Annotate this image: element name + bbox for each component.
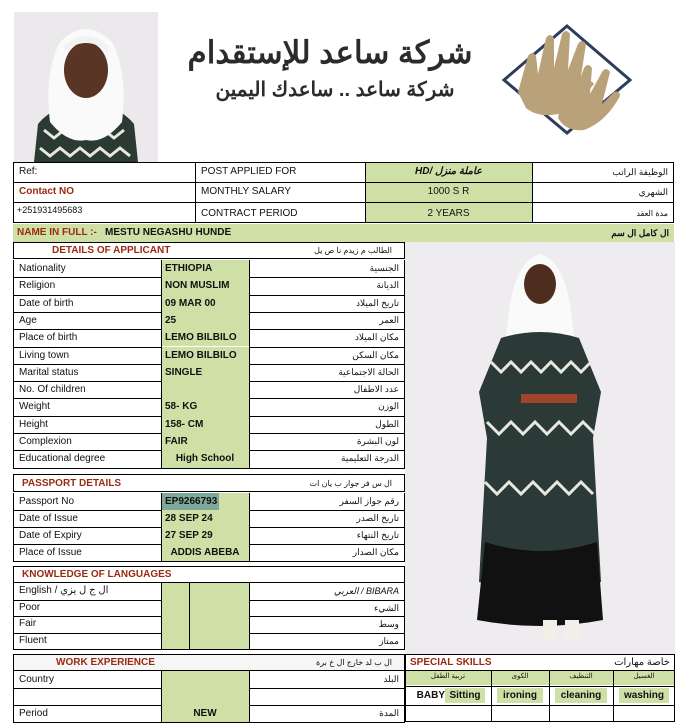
contract-period-value: 2 YEARS — [427, 208, 470, 219]
detail-value: SINGLE — [165, 366, 203, 378]
language-box-1 — [161, 583, 189, 600]
applicant-title-ar: الطالب م زيدم نا ص يل — [314, 246, 392, 255]
detail-label-en: Date of Expiry — [19, 530, 82, 541]
company-logo — [498, 22, 636, 137]
language-box-2 — [189, 600, 249, 617]
detail-value: ETHIOPIA — [165, 263, 213, 274]
name-label: NAME IN FULL :- — [17, 227, 97, 238]
skills-title-ar: خاصة مهارات — [614, 657, 670, 668]
language-label-ar: الشيء — [373, 602, 399, 613]
work-title-ar: ال ب لد خارج ال خ برة — [316, 658, 392, 667]
detail-label-ar: عدد الاطفال — [353, 384, 399, 395]
detail-value: 158- CM — [165, 418, 204, 430]
language-label-en: Poor — [19, 601, 41, 613]
applicant-title: DETAILS OF APPLICANT — [52, 245, 171, 256]
applicant-details-section — [13, 242, 405, 468]
detail-label-en: Height — [19, 418, 48, 430]
detail-label-en: Nationality — [19, 263, 66, 274]
detail-label-ar: الوزن — [378, 401, 399, 412]
language-label-en: English / ال ج ل يزي — [19, 585, 109, 596]
skill-cell — [549, 687, 613, 704]
detail-value: High School — [175, 453, 235, 465]
detail-label-en: Complexion — [19, 436, 72, 447]
languages-section — [13, 566, 405, 650]
detail-label-ar: مكان السكن — [352, 349, 399, 360]
detail-label-en: Date of Issue — [19, 513, 78, 524]
skill-cell — [491, 687, 549, 704]
language-box-2 — [189, 616, 249, 633]
passport-title: PASSPORT DETAILS — [22, 478, 122, 489]
skill-label-ar: الكوى — [511, 673, 529, 680]
work-value-bg — [161, 671, 249, 688]
detail-label-en: Living town — [19, 349, 70, 361]
detail-label-en: Weight — [19, 401, 50, 413]
name-label-ar: ال كامل ال سم — [611, 228, 669, 238]
detail-label-en: Date of birth — [19, 297, 74, 309]
language-label-ar: ممتاز — [379, 635, 399, 646]
detail-label-en: Educational degree — [19, 453, 106, 465]
work-value: NEW — [193, 708, 217, 719]
contract-period-label: CONTRACT PERIOD — [201, 208, 298, 219]
detail-value: NON MUSLIM — [165, 280, 230, 292]
post-applied-value: HD/ عاملة منزل — [415, 166, 482, 177]
detail-value: 25 — [165, 314, 177, 326]
detail-label-en: Marital status — [19, 366, 79, 378]
skills-title: SPECIAL SKILLS — [410, 657, 492, 668]
work-title: WORK EXPERIENCE — [56, 657, 155, 668]
contact-phone: +251931495683 — [17, 205, 83, 215]
detail-label-ar: الديانة — [376, 280, 399, 291]
top-info-table — [13, 162, 674, 224]
skill-label: ironing — [497, 688, 543, 703]
applicant-portrait-photo — [14, 12, 158, 162]
detail-label-ar: الحالة الاجتماعية — [338, 366, 399, 377]
work-label-en: Period — [19, 708, 48, 719]
detail-value: LEMO BILBILO — [165, 332, 237, 344]
work-experience-section — [13, 654, 405, 722]
work-value-bg — [161, 688, 249, 705]
skill-label-ar: الغسيل — [633, 673, 655, 680]
detail-label-en: Passport No — [19, 496, 75, 507]
company-tagline-ar: شركة ساعد .. ساعدك اليمين — [215, 79, 455, 101]
passport-title-ar: ال س فر جواز ب يان ات — [309, 479, 392, 488]
skill-prefix: BABY — [416, 690, 445, 701]
work-label-ar: المدة — [379, 708, 399, 718]
detail-label-en: No. Of children — [19, 384, 86, 396]
skill-label-ar: التنظيف — [569, 673, 593, 680]
language-box-2 — [189, 633, 249, 650]
detail-label-en: Religion — [19, 280, 56, 292]
skill-cell — [613, 687, 675, 704]
detail-label-ar: تاريخ الميلاد — [356, 297, 399, 308]
detail-label-ar: العمر — [379, 314, 399, 325]
detail-label-ar: الدرجة التعليمية — [341, 453, 399, 464]
skill-cell — [405, 687, 491, 704]
monthly-salary-label-ar: الشهري — [638, 187, 668, 197]
detail-value: 28 SEP 24 — [165, 513, 213, 524]
skill-label: Sitting — [445, 688, 485, 703]
detail-label-en: Place of Issue — [19, 547, 82, 558]
detail-value: FAIR — [165, 436, 188, 447]
detail-label-ar: تاريخ النتهاء — [356, 530, 399, 540]
post-applied-label: POST APPLIED FOR — [201, 166, 297, 177]
detail-value: 09 MAR 00 — [165, 297, 216, 309]
detail-label-ar: تاريخ الصدر — [356, 513, 399, 523]
special-skills-section — [405, 654, 675, 722]
detail-label-en: Age — [19, 314, 37, 326]
detail-value: EP9266793 — [161, 493, 219, 510]
detail-value: ADDIS ABEBA — [170, 547, 240, 558]
skill-label: cleaning — [555, 688, 607, 703]
language-label-ar: BIBARA / العربي — [333, 586, 399, 596]
contract-period-label-ar: مدة العقد — [636, 209, 668, 218]
detail-label-ar: الطول — [375, 418, 399, 429]
detail-value: 58- KG — [165, 401, 198, 413]
monthly-salary-label: MONTHLY SALARY — [201, 186, 292, 197]
work-label-en: Country — [19, 674, 55, 685]
language-box-1 — [161, 616, 189, 633]
detail-value-bg — [161, 381, 249, 398]
passport-section — [13, 474, 405, 562]
skill-label-ar: تربية الطفل — [430, 673, 466, 680]
skill-label: washing — [619, 688, 669, 703]
ref-label: Ref: — [19, 166, 38, 177]
detail-label-ar: رقم جواز السفر — [339, 496, 399, 506]
detail-label-ar: مكان الصدار — [352, 547, 399, 557]
full-name-value: MESTU NEGASHU HUNDE — [105, 227, 232, 238]
detail-label-ar: الجنسية — [369, 263, 399, 273]
name-row — [13, 224, 674, 242]
contact-no-label: Contact NO — [19, 186, 74, 197]
detail-label-ar: مكان الميلاد — [354, 332, 399, 343]
detail-label-ar: لون البشرة — [356, 436, 399, 446]
applicant-full-body-photo — [405, 242, 675, 654]
detail-label-en: Place of birth — [19, 332, 78, 344]
language-box-1 — [161, 600, 189, 617]
monthly-salary-value: 1000 S R — [427, 186, 470, 197]
languages-title: KNOWLEDGE OF LANGUAGES — [22, 569, 172, 580]
detail-value: 27 SEP 29 — [165, 530, 213, 541]
post-applied-label-ar: الوظيفة الراتب — [612, 167, 668, 177]
language-box-1 — [161, 633, 189, 650]
detail-value: LEMO BILBILO — [165, 349, 237, 361]
work-label-ar: البلد — [383, 674, 399, 684]
language-box-2 — [189, 583, 249, 600]
language-label-en: Fluent — [19, 634, 47, 646]
language-label-ar: وسط — [378, 619, 399, 629]
company-name-ar: شركة ساعد للإستقدام — [187, 35, 473, 70]
language-label-en: Fair — [19, 618, 37, 629]
